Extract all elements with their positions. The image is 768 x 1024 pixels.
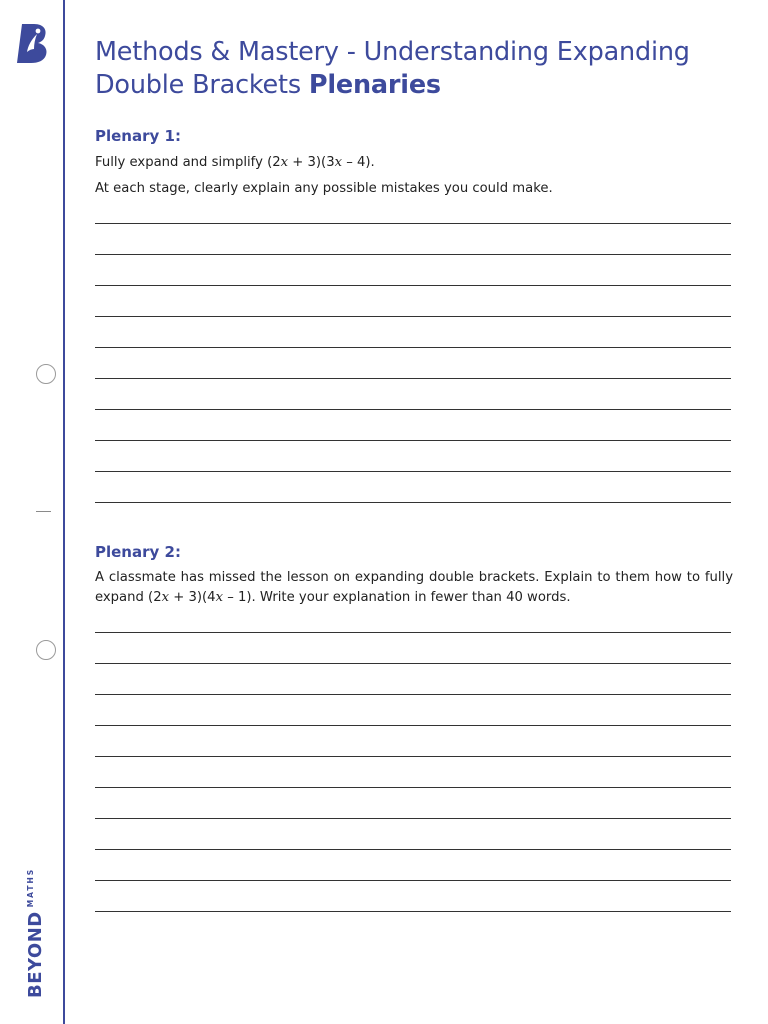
plenary-2-instruction (95, 568, 733, 608)
plenary-1-text-c: – 4). (342, 155, 375, 170)
answer-line[interactable] (95, 502, 731, 503)
answer-line[interactable] (95, 440, 731, 441)
plenary-2-text-c: – 1). Write your explanation in fewer than 40 words. (223, 590, 571, 605)
plenary-2-var-2: x (215, 590, 223, 605)
plenary-1-text-b: + 3)(3 (288, 155, 335, 170)
answer-line[interactable] (95, 254, 731, 255)
brand-maths: MATHS (26, 867, 35, 908)
plenary-1-explain: At each stage, clearly explain any possible mistakes you could make. (95, 181, 553, 196)
punch-hole-lower (36, 640, 56, 660)
answer-line[interactable] (95, 756, 731, 757)
brand-beyond: BEYOND (25, 911, 46, 998)
answer-line[interactable] (95, 787, 731, 788)
fold-mark (36, 511, 51, 512)
page-title-regular: Methods & Mastery - Understanding Expanding Double Brackets (95, 37, 690, 100)
brand-wordmark (20, 858, 48, 998)
plenary-2-heading: Plenary 2: (95, 543, 181, 561)
answer-line[interactable] (95, 378, 731, 379)
answer-line[interactable] (95, 347, 731, 348)
margin-line (63, 0, 65, 1024)
answer-line[interactable] (95, 818, 731, 819)
answer-line[interactable] (95, 880, 731, 881)
answer-line[interactable] (95, 632, 731, 633)
answer-line[interactable] (95, 409, 731, 410)
beyond-b-logo-icon (16, 22, 50, 64)
page-title (95, 36, 735, 102)
answer-line[interactable] (95, 849, 731, 850)
plenary-1-text-a: Fully expand and simplify (2 (95, 155, 281, 170)
plenary-1-var-2: x (334, 155, 343, 170)
plenary-1-heading: Plenary 1: (95, 127, 181, 145)
answer-line[interactable] (95, 471, 731, 472)
punch-hole-upper (36, 364, 56, 384)
plenary-1-var-1: x (280, 155, 289, 170)
answer-line[interactable] (95, 694, 731, 695)
plenary-1-instruction (95, 153, 733, 173)
plenary-2-var-1: x (161, 590, 170, 605)
answer-line[interactable] (95, 285, 731, 286)
page-title-bold: Plenaries (308, 70, 441, 100)
plenary-2-text-b: + 3)(4 (169, 590, 216, 605)
answer-line[interactable] (95, 663, 731, 664)
answer-line[interactable] (95, 223, 731, 224)
answer-line[interactable] (95, 725, 731, 726)
answer-line[interactable] (95, 911, 731, 912)
answer-line[interactable] (95, 316, 731, 317)
plenary-2-text-a: A classmate has missed the lesson on expanding double brackets. Explain to them how to fully expand (2 (95, 570, 733, 605)
